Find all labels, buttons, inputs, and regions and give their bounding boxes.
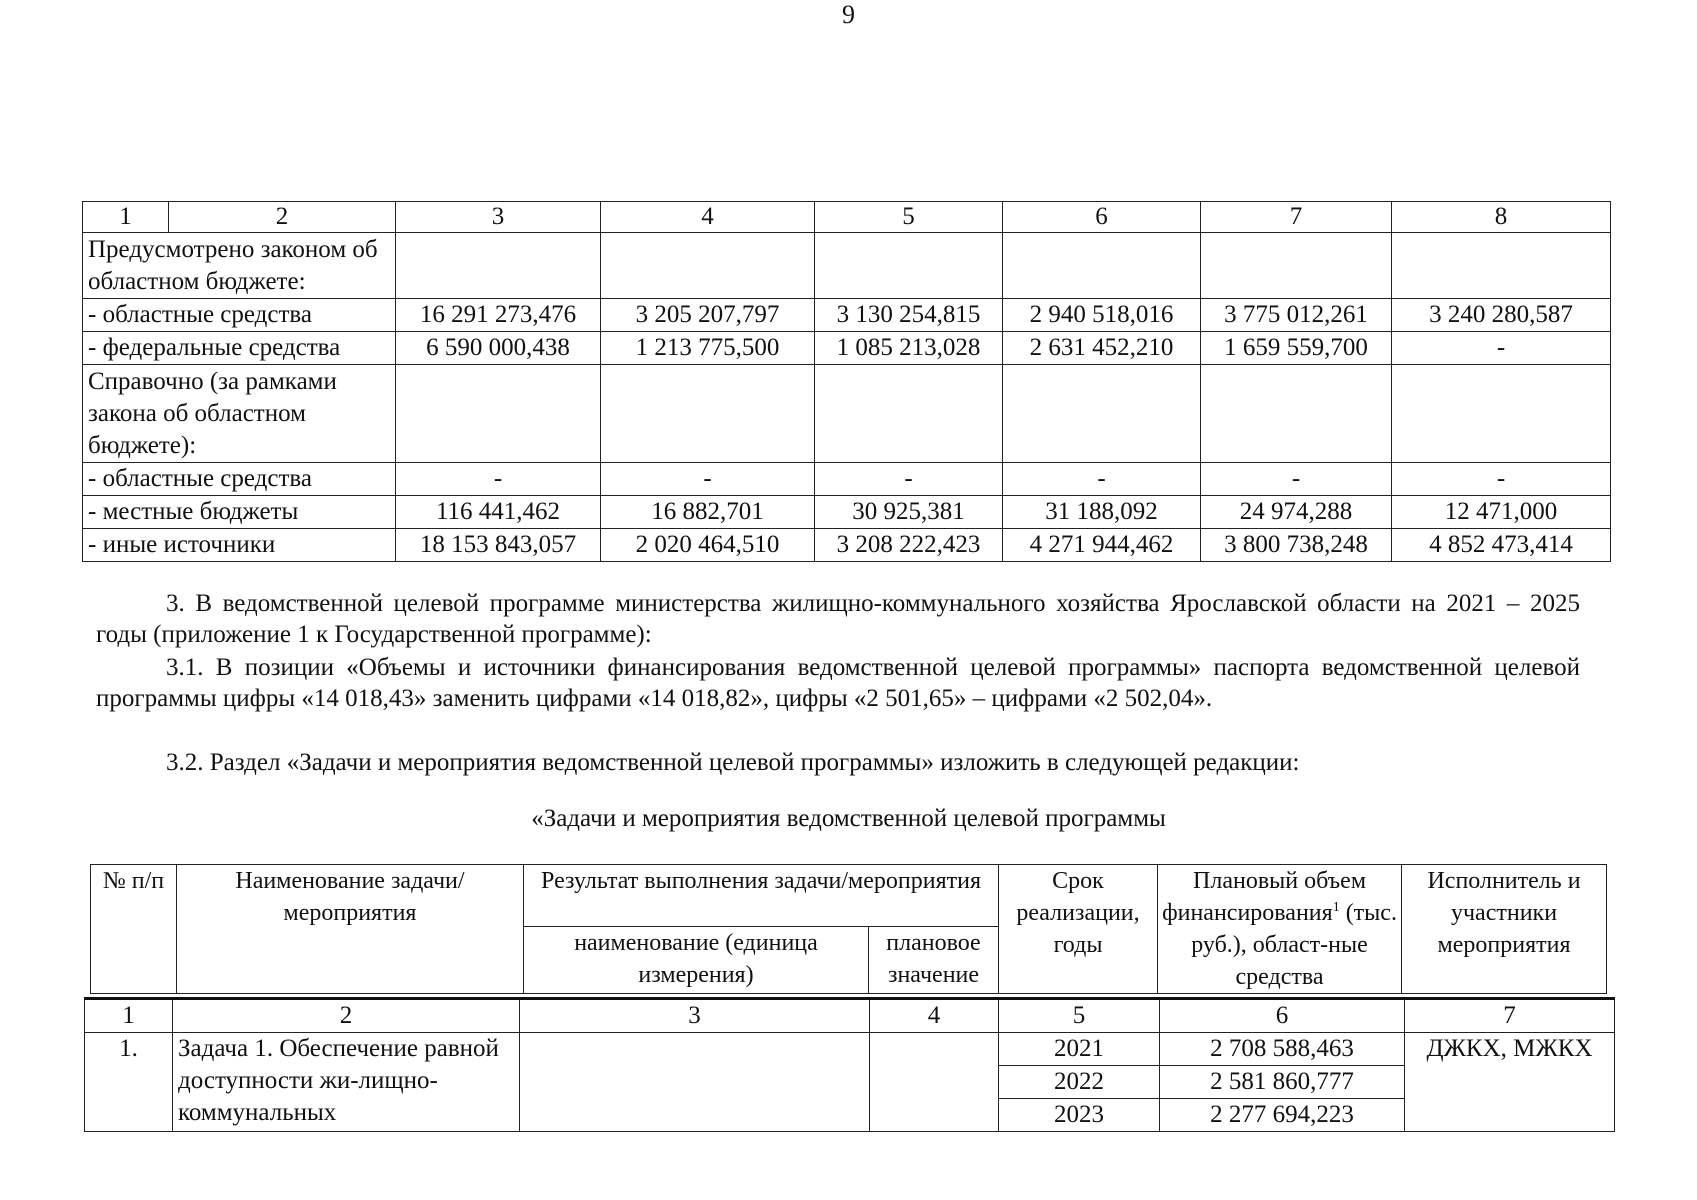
table-cell: 31 188,092 <box>1003 496 1201 529</box>
row-label: - иные источники <box>83 529 396 562</box>
header-num: № п/п <box>91 865 177 994</box>
table-cell <box>1003 233 1201 299</box>
table-cell <box>815 233 1003 299</box>
row-label: - областные средства <box>83 463 396 496</box>
column-number: 6 <box>1003 202 1201 233</box>
header-name: Наименование задачи/мероприятия <box>177 865 524 994</box>
amount-cell: 2 277 694,223 <box>1160 1099 1405 1132</box>
column-number: 4 <box>870 999 999 1033</box>
table-cell: 2 940 518,016 <box>1003 299 1201 332</box>
footnote-mark: 1 <box>1332 900 1340 915</box>
table-cell: 4 852 473,414 <box>1392 529 1611 562</box>
header-result: Результат выполнения задачи/мероприятия <box>524 865 999 927</box>
table-row <box>83 233 1611 299</box>
row-label: - областные средства <box>83 299 396 332</box>
column-number: 6 <box>1160 999 1405 1033</box>
row-label: Предусмотрено законом об областном бюджете: <box>83 233 396 299</box>
page-number: 9 <box>842 0 855 29</box>
table-row <box>83 496 1611 529</box>
header-term: Срок реализации, годы <box>999 865 1158 994</box>
table-cell <box>601 233 815 299</box>
table-cell <box>1392 365 1611 463</box>
table-cell: - <box>1392 463 1611 496</box>
column-number: 5 <box>999 999 1160 1033</box>
paragraph-3-1: 3.1. В позиции «Объемы и источники финансирования ведомственной целевой программы» паспорта ведомственной целевой программы цифры «14 018,43» заменить цифрами «14 018,82», цифры «2 501,65» – цифрами «2 502,04». <box>96 654 1580 712</box>
header-result-name: наименование (единица измерения) <box>524 927 869 994</box>
table-cell: 3 208 222,423 <box>815 529 1003 562</box>
table-cell: 1 659 559,700 <box>1201 332 1392 365</box>
task-number: 1. <box>85 1033 173 1132</box>
column-numbers-row <box>83 202 1611 233</box>
section-heading: «Задачи и мероприятия ведомственной целевой программы <box>531 805 1166 832</box>
table-cell: 3 800 738,248 <box>1201 529 1392 562</box>
table-cell: - <box>1003 463 1201 496</box>
column-number: 1 <box>85 999 173 1033</box>
column-number: 3 <box>520 999 870 1033</box>
header-executor: Исполнитель и участники мероприятия <box>1402 865 1607 994</box>
table-row <box>83 365 1611 463</box>
row-label: Справочно (за рамками закона об областном бюджете): <box>83 365 396 463</box>
column-number: 7 <box>1405 999 1615 1033</box>
table-cell <box>1201 233 1392 299</box>
task-name: Задача 1. Обеспечение равной доступности жи-лищно-коммунальных <box>173 1033 520 1132</box>
table-row <box>83 463 1611 496</box>
row-label: - местные бюджеты <box>83 496 396 529</box>
table-cell: - <box>815 463 1003 496</box>
header-funding: Плановый объем финансирования$^1$ (тыс. руб.), област-ные средства <box>1158 865 1402 994</box>
executor-cell: ДЖКХ, МЖКХ <box>1405 1033 1615 1132</box>
table-cell <box>815 365 1003 463</box>
paragraph-3-2: 3.2. Раздел «Задачи и мероприятия ведомственной целевой программы» изложить в следующей редакции: <box>166 749 1300 776</box>
table-cell: 3 205 207,797 <box>601 299 815 332</box>
tasks-table-body <box>84 997 1615 1132</box>
result-name-cell <box>520 1033 870 1132</box>
table-cell: - <box>601 463 815 496</box>
table-cell: 2 631 452,210 <box>1003 332 1201 365</box>
year-cell: 2021 <box>999 1033 1160 1066</box>
table-cell: 1 085 213,028 <box>815 332 1003 365</box>
table-row <box>83 529 1611 562</box>
column-number: 4 <box>601 202 815 233</box>
amount-cell: 2 708 588,463 <box>1160 1033 1405 1066</box>
table-cell: - <box>1392 332 1611 365</box>
column-number: 7 <box>1201 202 1392 233</box>
table-cell: 3 240 280,587 <box>1392 299 1611 332</box>
year-cell: 2023 <box>999 1099 1160 1132</box>
table-row <box>83 299 1611 332</box>
table-cell: 2 020 464,510 <box>601 529 815 562</box>
column-number: 1 <box>83 202 169 233</box>
result-value-cell <box>870 1033 999 1132</box>
column-number: 2 <box>169 202 396 233</box>
table-cell <box>396 233 601 299</box>
table-cell: 30 925,381 <box>815 496 1003 529</box>
table-cell: 3 130 254,815 <box>815 299 1003 332</box>
amount-cell: 2 581 860,777 <box>1160 1066 1405 1099</box>
table-cell: 12 471,000 <box>1392 496 1611 529</box>
tasks-table-header <box>90 864 1607 994</box>
table-cell: 16 882,701 <box>601 496 815 529</box>
table-cell: 16 291 273,476 <box>396 299 601 332</box>
table-cell: 18 153 843,057 <box>396 529 601 562</box>
column-number: 2 <box>173 999 520 1033</box>
table-cell <box>601 365 815 463</box>
table-cell: 116 441,462 <box>396 496 601 529</box>
column-number: 5 <box>815 202 1003 233</box>
column-number: 3 <box>396 202 601 233</box>
table-cell: 3 775 012,261 <box>1201 299 1392 332</box>
table-cell: 1 213 775,500 <box>601 332 815 365</box>
table-row <box>83 332 1611 365</box>
column-numbers-row <box>85 999 1615 1033</box>
header-result-value: плановое значение <box>869 927 999 994</box>
year-cell: 2022 <box>999 1066 1160 1099</box>
table-cell: - <box>1201 463 1392 496</box>
table-cell <box>396 365 601 463</box>
table-cell: - <box>396 463 601 496</box>
funding-table <box>82 201 1611 562</box>
table-cell <box>1003 365 1201 463</box>
paragraph-3: 3. В ведомственной целевой программе министерства жилищно-коммунального хозяйства Ярославской области на 2021 – 2025 годы (приложение 1 к Государственной программе): <box>96 590 1580 648</box>
column-number: 8 <box>1392 202 1611 233</box>
table-cell: 6 590 000,438 <box>396 332 601 365</box>
row-label: - федеральные средства <box>83 332 396 365</box>
table-row <box>85 1033 1615 1066</box>
table-cell <box>1392 233 1611 299</box>
table-cell: 4 271 944,462 <box>1003 529 1201 562</box>
table-cell <box>1201 365 1392 463</box>
table-cell: 24 974,288 <box>1201 496 1392 529</box>
